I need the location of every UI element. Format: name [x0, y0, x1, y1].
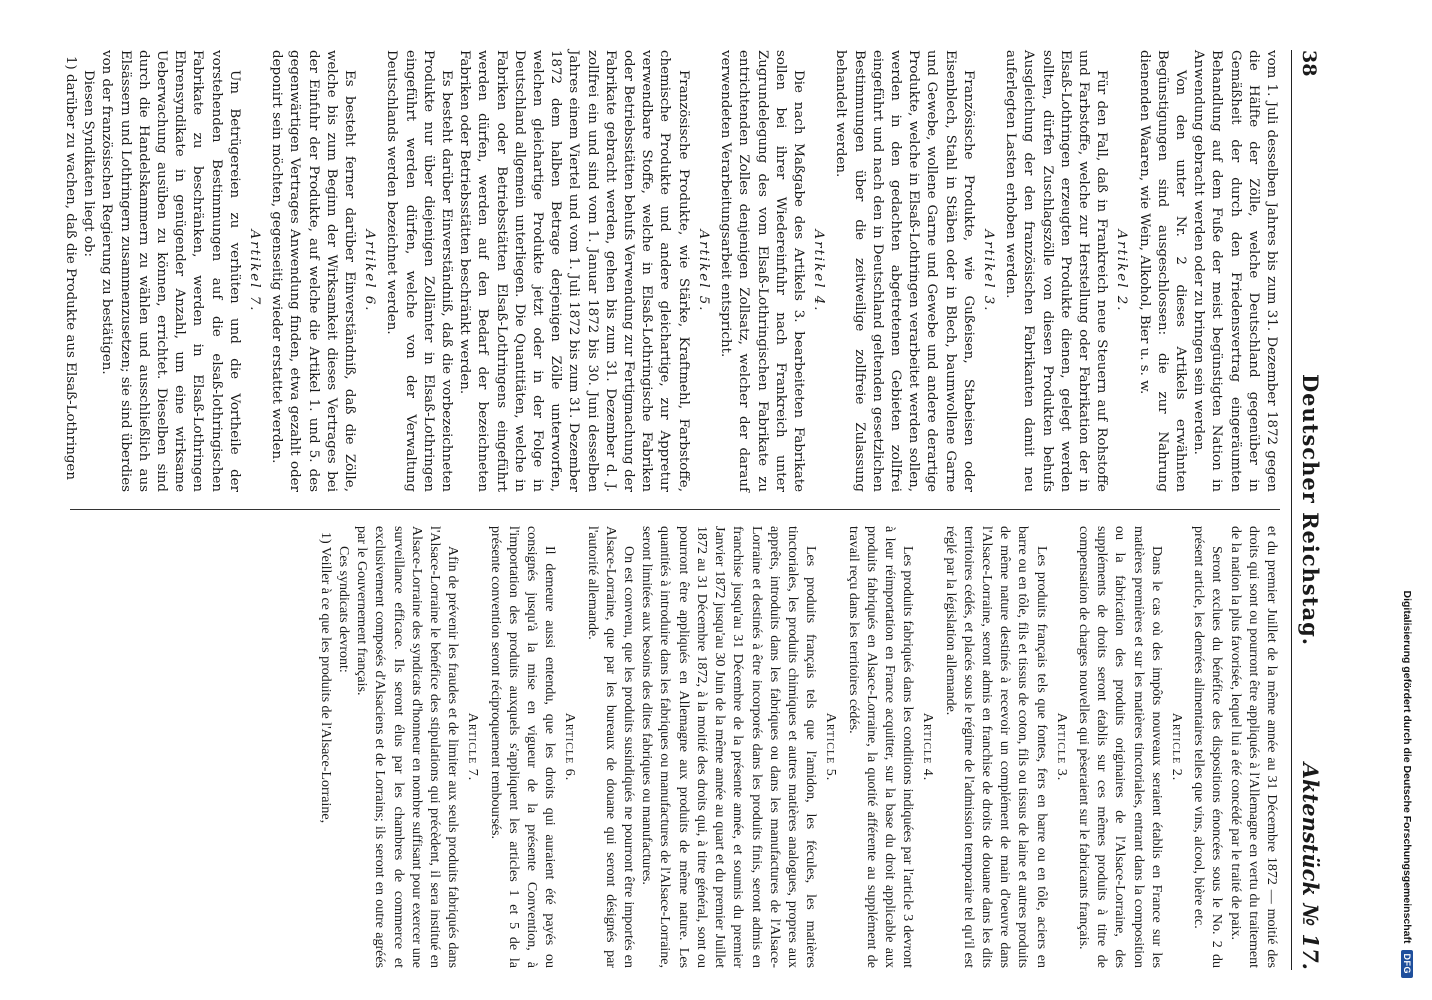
- article-heading: Artikel 6.: [362, 229, 378, 313]
- paragraph: Les produits fabriqués dans les conditions indiquées par l'article 3 devront à leur réimportation en France acquitter, sur la base du droit applicable aux produits fabriqués en Alsace-Lorraine, la quotité afférente au supplément de travail reçu dans les territoires cédés.: [845, 526, 916, 968]
- paragraph: Dans le cas où des impôts nouveaux seraient établis en France sur les matières premières et sur les matières tinctoriales, entrant dans la composition ou la fabrication des produits originaires de l'Alsace-Lorraine, des suppléments de droits seront établis sur ces mêmes produits à titre de compensation de charges nouvelles qui pèseraient sur le fabricants français.: [1075, 526, 1164, 968]
- paragraph: vom 1. Juli desselben Jahres bis zum 31. Dezember 1872 gegen die Hälfte der Zölle, welche Deutschland gegenüber in Gemäßheit der durch den Friedensvertrag eingeräumten Behandlung auf dem Fuße der meist begünstigten Nation in Anwendung gebracht werden oder zu bringen sein werden.: [1191, 50, 1279, 492]
- dfg-logo: DFG: [1401, 950, 1413, 979]
- article-heading: Artikel 4.: [811, 229, 827, 313]
- article-heading: Article 3.: [1053, 712, 1069, 782]
- article-heading: Artikel 2.: [1114, 229, 1130, 313]
- running-title: Deutscher Reichstag.: [1298, 373, 1323, 647]
- paragraph: et du premier Juillet de la même année au 31 Décembre 1872 — moitié des droits qui sont ou pourront être appliqués à l'Allemagne en vertu du traitement de la nation la plus favorisée, lequel lui a été concédé par le traité de paix.: [1227, 526, 1279, 968]
- paragraph: Die nach Maßgabe des Artikels 3. bearbeiteten Fabrikate sollen bei ihrer Wiedereinfuhr nach Frankreich unter Zugrundelegung des vom Elsaß-Lothringischen Fabrikate zu entrichtenden Zolles denjenigen Zollsatz, welcher der darauf verwendeten Verarbeitungsarbeit entspricht.: [718, 50, 806, 492]
- paragraph: Für den Fall, daß in Frankreich neue Steuern auf Rohstoffe und Farbstoffe, welche zur Herstellung oder Fabrikation der in Elsaß-Lothringen erzeugten Produkte dienen, gelegt werden sollten, dürfen Zuschlagszölle von diesen Produkten behufs Ausgleichung der den französischen Fabrikanten damit neu auferlegten Lasten erhoben werden.: [1003, 50, 1110, 492]
- paragraph: Diesen Syndikaten liegt ob:: [81, 70, 97, 257]
- column-divider: [70, 509, 1280, 510]
- paragraph: Les produits français tels que l'amidon, les fécules, les matières tinctoriales, les produits chimiques et autres matières analogues, propres aux apprêts, introduits dans les fabriques ou dans les manufactures de l'Alsace-Lorraine et destinés à être incorporés dans les produits finis, seront admis en franchise jusqu'au 31 Décembre de la présente année, et soumis du premier Janvier 1872 jusqu'au 30 Juin de la même année au quart et du premier Juillet 1872 au 31 Décembre 1872, à la moitié des droits qui, à titre général, sont ou pourront être appliqués en Allemagne aux produits de même nature. Les quantités à introduire dans les fabriques ou manufactures de l'Alsace-Lorraine, seront limitées aux besoins des dites fabriques ou manufactures.: [639, 526, 819, 968]
- paragraph: Afin de prévenir les fraudes et de limiter aux seuls produits fabriqués dans l'Alsace-Lorraine le bénéfice des stipulations qui précèdent, il sera institué en Alsace-Lorraine des syndicats d'honneur en nombre suffisant pour exercer une surveillance efficace. Ils seront élus par les chambres de commerce et exclusivement composés d'Alsaciens et de Lorrains; ils seront en outre agréés par le Gouvernement français.: [354, 526, 461, 968]
- paragraph: Seront exclues du bénéfice des dispositions énoncées sous le No. 2 du présent article, les denrées alimentaires telles que vins, alcool, bière etc.: [1191, 526, 1225, 968]
- paragraph: Ces syndicats devront:: [336, 546, 352, 673]
- paragraph: Französische Produkte, wie Stärke, Kraftmehl, Farbstoffe, chemische Produkte und andere gleichartige, zur Appretur verwendbare Stoffe, welche in Elsaß-Lothringische Fabriken oder Betriebsstätten behufs Verwendung zur Fertigmachung der Fabrikate gebracht werden, gehen bis zum 31. Dezember d. J. zollfrei ein und sind vom 1. Januar 1872 bis 30. Juni desselben Jahres einem Viertel und vom 1. Juli 1872 bis zum 31. Dezember 1872 dem halben Betrage derjenigen Zölle unterworfen, welchen gleichartige Produkte jetzt oder in der Folge in Deutschland allgemein unterliegen. Die Quantitäten, welche in Fabriken oder Betriebsstätten Elsaß-Lothringens eingeführt werden dürfen, werden auf den Bedarf der bezeichneten Fabriken oder Betriebsstätten beschränkt werden.: [457, 50, 691, 492]
- article-heading: Article 2.: [1168, 712, 1184, 782]
- paragraph: On est convenu, que les produits susindiqués ne pourront être importés en Alsace-Lorraine, que par les bureaux de douane qui seront désignés par l'autorité allemande.: [584, 526, 637, 968]
- page-number: 38: [1298, 50, 1320, 77]
- article-heading: Article 7.: [465, 712, 481, 782]
- credit-text: Digitalisierung gefördert durch die Deutsche Forschungsgemeinschaft: [1401, 590, 1413, 944]
- list-item: 1) darüber zu wachen, daß die Produkte aus Elsaß-Lothringen: [63, 56, 78, 480]
- paragraph: Französische Produkte, wie Gußeisen, Stabeisen oder Eisenblech, Stahl in Stäben oder in Blech, baumwollene Garne und Gewebe, wollene Garne und Gewebe und andere derartige Produkte, welche in Elsaß-Lothringen verarbeitet werden sollen, werden in den gedachten abgetretenen Gebieten zollfrei eingeführt und nach den in Deutschland geltenden gesetzlichen Bestimmungen über die zeitweilige zollfreie Zulassung behandelt werden.: [833, 50, 976, 492]
- article-heading: Article 5.: [823, 712, 839, 782]
- article-heading: Article 4.: [920, 712, 936, 782]
- paragraph: Les produits français tels que fontes, fers en barre ou en tôle, aciers en barre ou en tôle, fils et tissus de coton, fils ou tissus de laine et autres produits de même nature destinés à recevoir un complément de main d'oeuvre dans l'Alsace-Lorraine, seront admis en franchise de droits de douane dans les dits territoires cédés, et placés sous le régime de l'admission temporaire tel qu'il est réglé par la législation allemande.: [942, 526, 1049, 968]
- german-text-column: [61, 50, 1280, 492]
- paragraph: Es besteht darüber Einverständniß, daß die vorbezeichneten Produkte nur über diejenigen Zollämter in Elsaß-Lothringen eingeführt werden dürfen, welche von der Verwaltung Deutschlands werden bezeichnet werden.: [384, 50, 455, 492]
- list-item: 1) Veiller à ce que les produits de l'Alsace-Lorraine,: [317, 532, 333, 824]
- french-text-column: [316, 526, 1280, 968]
- article-heading: Artikel 5.: [695, 229, 711, 313]
- paragraph: Um Betrügereien zu verhüten und die Vortheile der vorstehenden Bestimmungen auf die elsaß-lothringischen Fabrikate zu beschränken, werden in Elsaß-Lothringen Ehrensyndikate in genügender Anzahl, um eine wirksame Ueberwachung ausüben zu können, errichtet. Dieselben sind durch die Handelskammern zu wählen und ausschließlich aus Elsässern und Lothringern zusammenzusetzen; sie sind überdies von der französischen Regierung zu bestätigen.: [99, 50, 242, 492]
- article-heading: Article 6.: [562, 712, 578, 782]
- document-reference: Aktenstück № 17.: [1298, 762, 1323, 970]
- paragraph: Von den unter Nr. 2 dieses Artikels erwähnten Begünstigungen sind ausgeschlossen: die zur Nahrung dienenden Waaren, wie Wein, Alkohol, Bier u. s. w.: [1136, 50, 1188, 492]
- digitization-credit: [1398, 18, 1416, 978]
- paragraph: Es besteht ferner darüber Einverständniß, daß die Zölle, welche bis zum Beginn der Wirksamkeit dieses Vertrages bei der Einfuhr der Produkte, auf welche die Artikel 1. und 5. des gegenwärtigen Vertrages Anwendung finden, etwa gezahlt oder deponirt sein möchten, gegenseitig wieder erstattet werden.: [269, 50, 358, 492]
- page-header: [1291, 50, 1332, 970]
- article-heading: Artikel 7.: [247, 229, 263, 313]
- article-heading: Artikel 3.: [980, 229, 996, 313]
- paragraph: Il demeure aussi entendu, que les droits qui auraient été payés ou consignés jusqu'à la mise en vigueur de la présente Convention, à l'importation des produits auxquels s'appliquent les articles 1 et 5 de la présente convention seront réciproquement remboursés.: [487, 526, 558, 968]
